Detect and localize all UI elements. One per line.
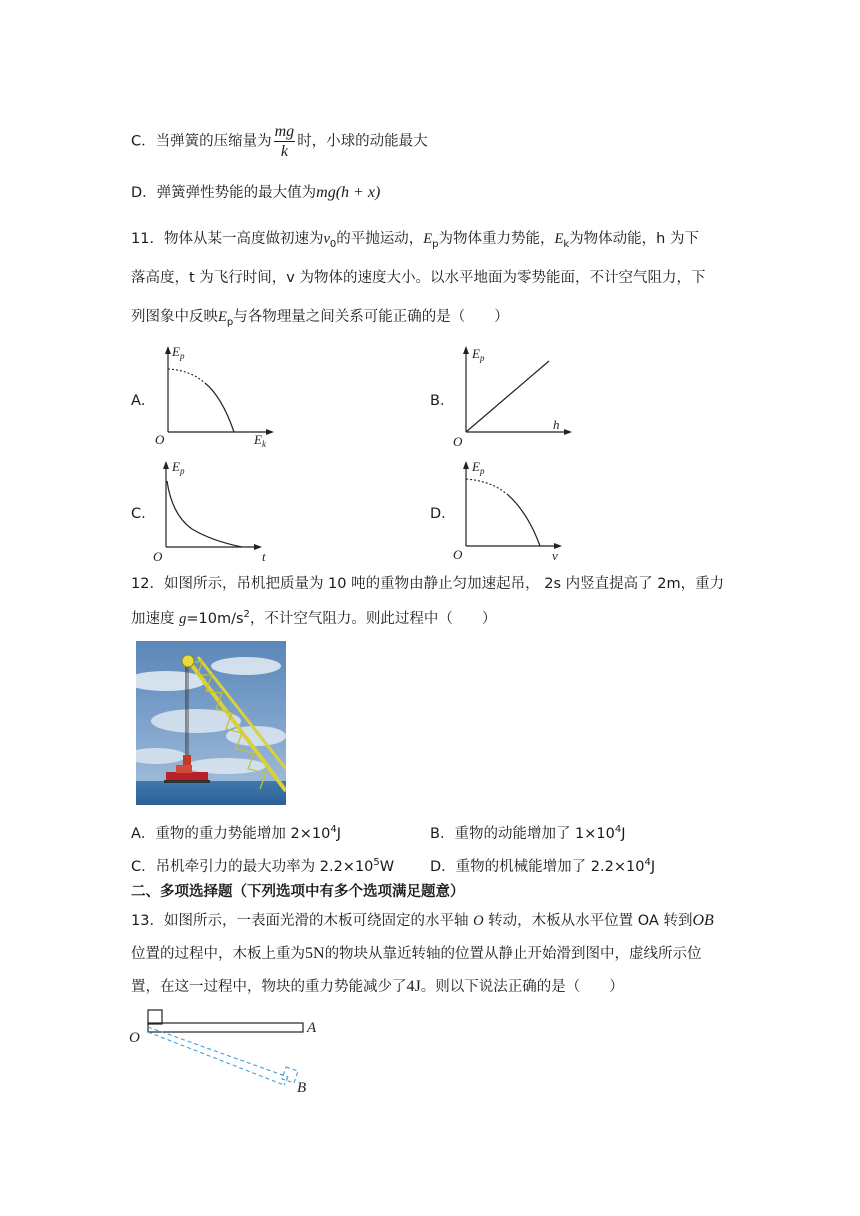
q12-line-2: 加速度 $g=10m/s^2$，不计空气阻力。则此过程中（ ） — [131, 609, 497, 627]
q10-option-c: C．当弹簧的压缩量为 $\frac{mg}{k}$ 时，小球的动能最大 — [131, 123, 428, 160]
q11-option-c-label: C． — [131, 506, 156, 522]
crane-photo — [136, 641, 286, 805]
q12-option-d: D．重物的机械能增加了 $2.2\times 10^4J$ — [430, 857, 656, 875]
point-o-label: O — [129, 1030, 140, 1046]
block-initial — [148, 1010, 162, 1024]
q12-option-b: B．重物的动能增加了 $1\times 10^4J$ — [430, 824, 626, 842]
q11-line-2: 落高度，t 为飞行时间，v 为物体的速度大小。以水平地面为零势能面，不计空气阻力，下 — [131, 270, 706, 286]
q11-line-3: 列图象中反映$E_p$与各物理量之间关系可能正确的是（ ） — [131, 309, 509, 328]
q11-graph-a — [150, 340, 290, 452]
q11-option-d-label: D． — [430, 506, 456, 522]
board-oa — [148, 1023, 303, 1032]
q11-graph-b — [450, 340, 590, 452]
q11-graph-d — [450, 453, 590, 565]
fraction: $\frac{mg}{k}$ — [274, 123, 295, 160]
q11-line-1: 11．物体从某一高度做初速为$v_0$的平抛运动，$E_p$为物体重力势能，$E_k$为物体动能，h 为下 — [131, 231, 699, 250]
section-heading: 二、多项选择题（下列选项中有多个选项满足题意） — [131, 884, 465, 900]
point-a-label: A — [307, 1020, 317, 1036]
origin-label: O — [155, 432, 165, 447]
point-b-label: B — [297, 1080, 307, 1096]
y-axis-label: $E_p$ — [172, 459, 185, 476]
q13-board-figure — [126, 1005, 326, 1100]
q11-option-a-label: A． — [131, 393, 156, 409]
q13-line-2: 位置的过程中，木板上重为5N的物块从靠近转轴的位置从静止开始滑到图中，虚线所示位 — [131, 945, 702, 962]
q13-line-1: 13．如图所示，一表面光滑的木板可绕固定的水平轴 O 转动，木板从水平位置 OA 转到OB — [131, 912, 714, 929]
board-ob — [148, 1027, 298, 1085]
x-axis-label: t — [262, 549, 266, 564]
q12-option-c: C．吊机牵引力的最大功率为 $2.2\times 10^5W$ — [131, 857, 395, 875]
origin-label: O — [453, 547, 463, 562]
q12-option-a: A．重物的重力势能增加 $2\times 10^4J$ — [131, 824, 342, 842]
x-axis-label: v — [552, 548, 558, 563]
q13-line-3: 置，在这一过程中，物块的重力势能减少了4J。则以下说法正确的是（ ） — [131, 978, 624, 995]
origin-label: O — [453, 434, 463, 449]
q12-line-1: 12．如图所示，吊机把质量为 10 吨的重物由静止匀加速起吊， 2s 内竖直提高了 2m，重力 — [131, 576, 725, 592]
q10-option-d: D．弹簧弹性势能的最大值为mg(h + x) — [131, 184, 381, 201]
y-axis-label: $E_p$ — [472, 459, 485, 476]
y-axis-label: $E_p$ — [472, 346, 485, 363]
q11-option-b-label: B． — [430, 393, 455, 409]
y-axis-label: $E_p$ — [172, 344, 185, 361]
origin-label: O — [153, 549, 163, 564]
x-axis-label: $E_k$ — [254, 432, 266, 449]
x-axis-label: h — [553, 417, 560, 432]
q11-graph-c — [150, 453, 290, 565]
